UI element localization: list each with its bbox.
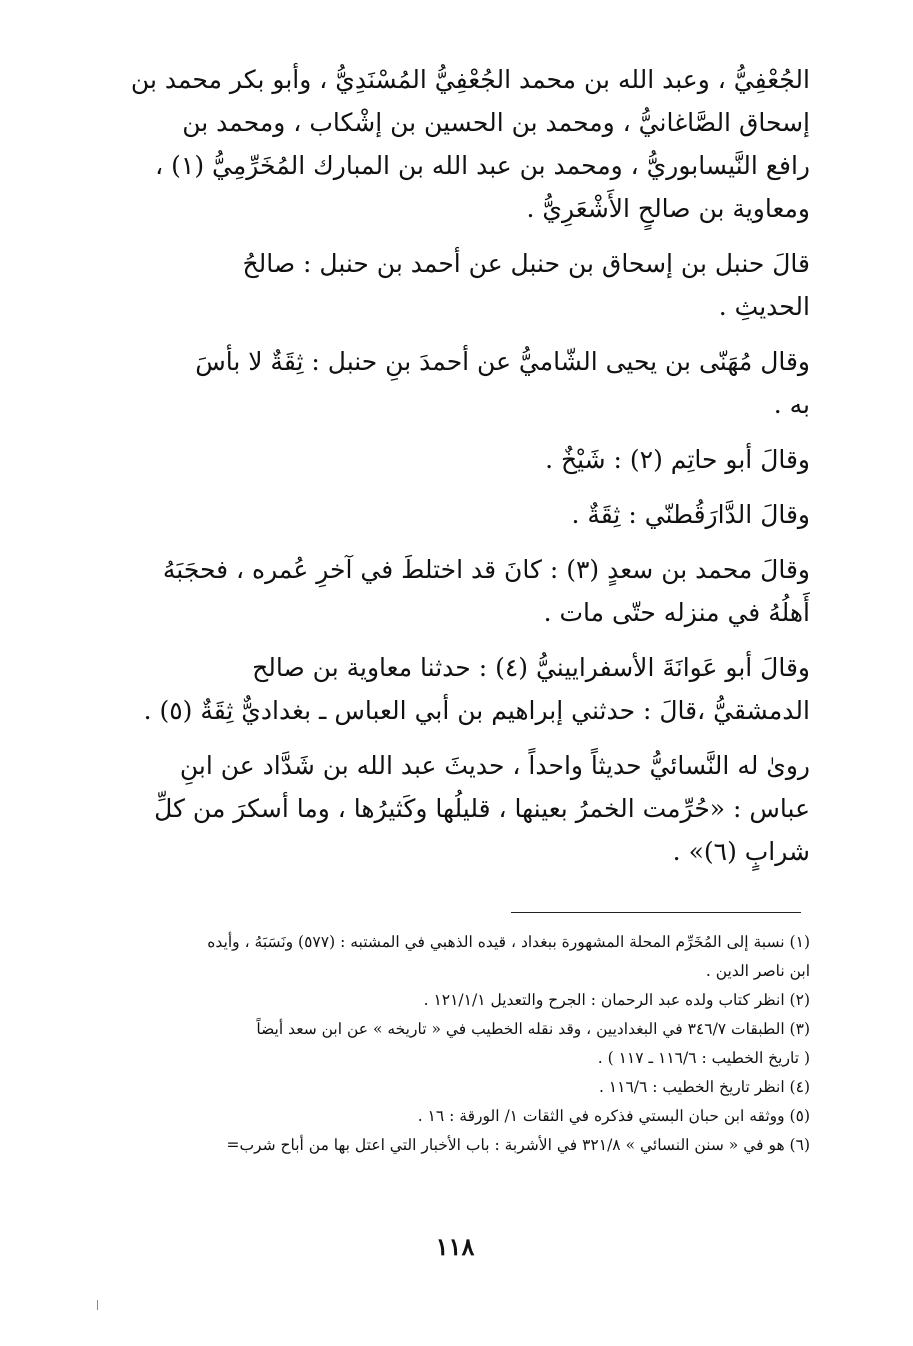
- text-line: وقال مُهَنّى بن يحيى الشّاميُّ عن أحمدَ بنِ حنبل : ثِقَةٌ لا بأسَ: [195, 347, 810, 376]
- footnotes: [100, 928, 810, 1160]
- paragraph-abu-hatim: [95, 438, 810, 481]
- footnote-line: (٦) هو في « سنن النسائي » ٣٢١/٨ في الأشربة : باب الأخبار التي اعتل بها من أباح شرب=: [226, 1136, 810, 1154]
- paragraph-daraqutni: [95, 493, 810, 536]
- text-line: عباس : «حُرِّمت الخمرُ بعينها ، قليلُها وكَثيرُها ، وما أسكرَ من كلِّ: [154, 794, 810, 823]
- page-number: ١١٨: [435, 1232, 475, 1261]
- text-line: وقالَ محمد بن سعدٍ (٣) : كانَ قد اختلطَ في آخرِ عُمره ، فحجَبَهُ: [162, 555, 810, 584]
- footnote-line: ( تاريخ الخطيب : ١١٦/٦ ـ ١١٧ ) .: [597, 1049, 810, 1067]
- paragraph-hanbal: [95, 242, 810, 328]
- footnote-line: (٥) ووثقه ابن حبان البستي فذكره في الثقات ١/ الورقة : ١٦ .: [417, 1107, 810, 1125]
- text-line: قالَ حنبل بن إسحاق بن حنبل عن أحمد بن حنبل : صالحُ: [242, 249, 810, 278]
- paragraph-narrators-list: [95, 58, 810, 230]
- text-line: شرابٍ (٦)» .: [672, 837, 810, 866]
- paragraph-muhanna: [95, 340, 810, 426]
- text-line: روىٰ له النَّسائيُّ حديثاً واحداً ، حديثَ عبد الله بن شَدَّاد عن ابنِ: [179, 751, 810, 780]
- footnote-line: ابن ناصر الدين .: [705, 962, 810, 980]
- text-line: أَهلُهُ في منزله حتّى مات .: [543, 598, 810, 627]
- footnote-line: (١) نسبة إلى المُخَرِّم المحلة المشهورة ببغداد ، قيده الذهبي في المشتبه : (٥٧٧) ونَسَبَهُ ، وأيده: [207, 933, 810, 951]
- margin-mark: [97, 1300, 98, 1310]
- text-line: وقالَ أبو عَوانَةَ الأسفرايينيُّ (٤) : حدثنا معاوية بن صالح: [252, 653, 810, 682]
- text-line: إسحاق الصَّاغانيُّ ، ومحمد بن الحسين بن إشْكاب ، ومحمد بن: [182, 108, 810, 137]
- footnote-line: (٢) انظر كتاب ولده عبد الرحمان : الجرح والتعديل ١٢١/١/١ .: [423, 991, 810, 1009]
- paragraph-nasai: [95, 744, 810, 873]
- paragraph-abu-awana: [95, 646, 810, 732]
- footnote-line: (٤) انظر تاريخ الخطيب : ١١٦/٦ .: [598, 1078, 810, 1096]
- main-text-block: [95, 58, 810, 885]
- text-line: ومعاوية بن صالحٍ الأَشْعَرِيُّ .: [526, 194, 810, 223]
- text-line: وقالَ الدَّارَقُطنّي : ثِقَةٌ .: [571, 500, 810, 529]
- text-line: الدمشقيُّ ،قالَ : حدثني إبراهيم بن أبي العباس ـ بغداديٌّ ثِقَةٌ (٥) .: [143, 696, 810, 725]
- text-line: وقالَ أبو حاتِم (٢) : شَيْخٌ .: [545, 445, 810, 474]
- text-line: الحديثِ .: [718, 292, 810, 321]
- footnote-line: (٣) الطبقات ٣٤٦/٧ في البغداديين ، وقد نقله الخطيب في « تاريخه » عن ابن سعد أيضاً: [256, 1020, 810, 1038]
- text-line: به .: [773, 390, 810, 419]
- footnote-divider: [511, 912, 801, 913]
- text-line: الجُعْفِيُّ ، وعبد الله بن محمد الجُعْفِيُّ المُسْنَدِيُّ ، وأبو بكر محمد بن: [130, 65, 810, 94]
- text-line: رافع النَّيسابوريُّ ، ومحمد بن عبد الله بن المبارك المُخَرِّمِيُّ (١) ،: [155, 151, 810, 180]
- paragraph-ibn-saad: [95, 548, 810, 634]
